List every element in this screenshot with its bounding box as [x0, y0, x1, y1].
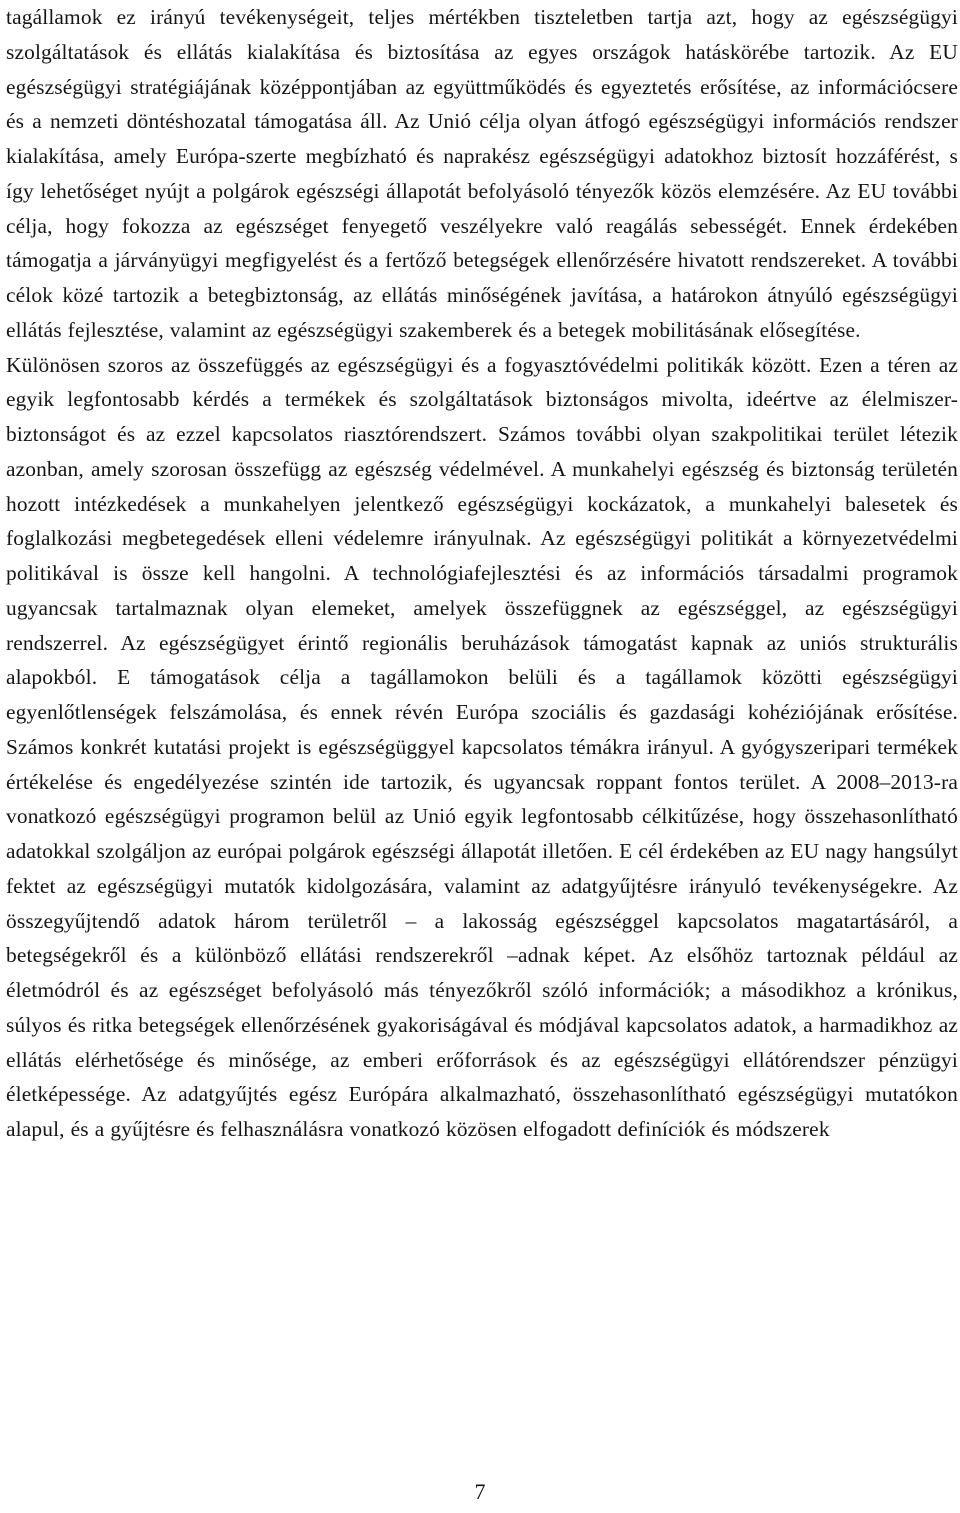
body-text [6, 0, 958, 1147]
paragraph: Különösen szoros az összefüggés az egészségügyi és a fogyasztóvédelmi politikák között. Ezen a téren az egyik legfontosabb kérdés a termékek és szolgáltatások biztonságos mivolta, ideértve az élelmiszer-biztonságot és az ezzel kapcsolatos riasztórendszert. Számos további olyan szakpolitikai terület létezik azonban, amely szorosan összefügg az egészség védelmével. A munkahelyi egészség és biztonság területén hozott intézkedések a munkahelyen jelentkező egészségügyi kockázatok, a munkahelyi balesetek és foglalkozási megbetegedések elleni védelemre irányulnak. Az egészségügyi politikát a környezetvédelmi politikával is össze kell hangolni. A technológiafejlesztési és az információs társadalmi programok ugyancsak tartalmaznak olyan elemeket, amelyek összefüggnek az egészséggel, az egészségügyi rendszerrel. Az egészségügyet érintő regionális beruházások támogatást kapnak az uniós strukturális alapokból. E támogatások célja a tagállamokon belüli és a tagállamok közötti egészségügyi egyenlőtlenségek felszámolása, és ennek révén Európa szociális és gazdasági kohéziójának erősítése. Számos konkrét kutatási projekt is egészségüggyel kapcsolatos témákra irányul. A gyógyszeripari termékek értékelése és engedélyezése szintén ide tartozik, és ugyancsak roppant fontos terület. A 2008–2013-ra vonatkozó egészségügyi programon belül az Unió egyik legfontosabb célkitűzése, hogy összehasonlítható adatokkal szolgáljon az európai polgárok egészségi állapotát illetően. E cél érdekében az EU nagy hangsúlyt fektet az egészségügyi mutatók kidolgozására, valamint az adatgyűjtésre irányuló tevékenységekre. Az összegyűjtendő adatok három területről – a lakosság egészséggel kapcsolatos magatartásáról, a betegségekről és a különböző ellátási rendszerekről –adnak képet. Az elsőhöz tartoznak például az életmódról és az egészséget befolyásoló más tényezőkről szóló információk; a másodikhoz a krónikus, súlyos és ritka betegségek ellenőrzésének gyakoriságával és módjával kapcsolatos adatok, a harmadikhoz az ellátás elérhetősége és minősége, az emberi erőforrások és az egészségügyi ellátórendszer pénzügyi életképessége. Az adatgyűjtés egész Európára alkalmazható, összehasonlítható egészségügyi mutatókon alapul, és a gyűjtésre és felhasználásra vonatkozó közösen elfogadott definíciók és módszerek [6, 352, 958, 1141]
paragraph: tagállamok ez irányú tevékenységeit, teljes mértékben tiszteletben tartja azt, hogy az egészségügyi szolgáltatások és ellátás kialakítása és biztosítása az egyes országok hatáskörébe tartozik. Az EU egészségügyi stratégiájának középpontjában az együttműködés és egyeztetés erősítése, az információcsere és a nemzeti döntéshozatal támogatása áll. Az Unió célja olyan átfogó egészségügyi információs rendszer kialakítása, amely Európa-szerte megbízható és naprakész egészségügyi adatokhoz biztosít hozzáférést, s így lehetőséget nyújt a polgárok egészségi állapotát befolyásoló tényezők közös elemzésére. Az EU további célja, hogy fokozza az egészséget fenyegető veszélyekre való reagálás sebességét. Ennek érdekében támogatja a járványügyi megfigyelést és a fertőző betegségek ellenőrzésére hivatott rendszereket. A további célok közé tartozik a betegbiztonság, az ellátás minőségének javítása, a határokon átnyúló egészségügyi ellátás fejlesztése, valamint az egészségügyi szakemberek és a betegek mobilitásának elősegítése. [6, 5, 958, 342]
page-number: 7 [474, 1479, 486, 1504]
